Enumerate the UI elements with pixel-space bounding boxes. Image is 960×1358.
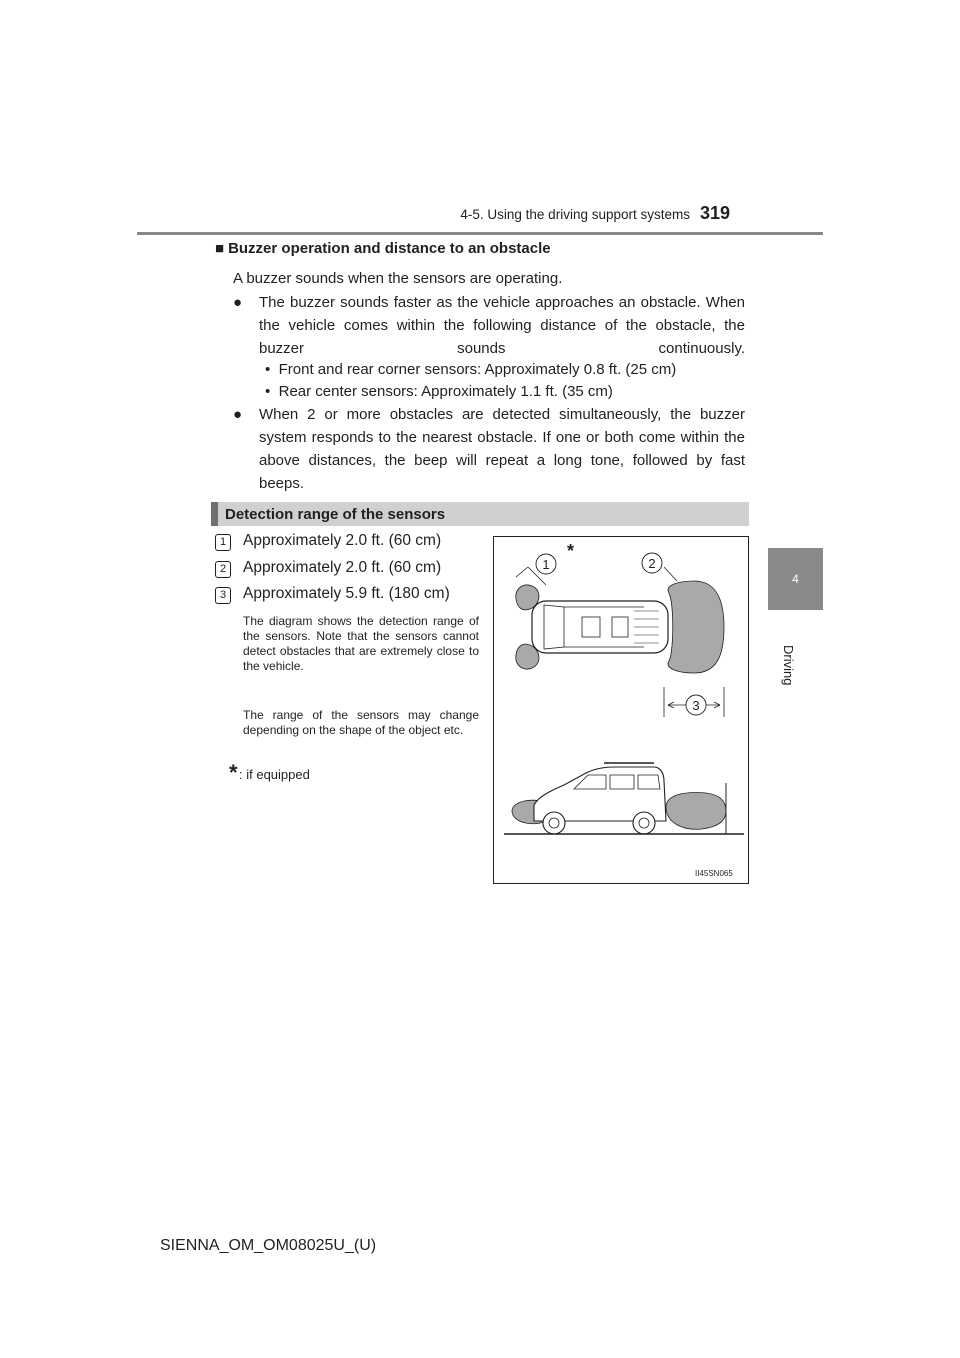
- bullet-text: When 2 or more obstacles are detected simultaneously, the buzzer system responds to the nearest obstacle. If one or both come within the above distances, the beep will repeat a long tone, followed by fast beeps.: [259, 406, 745, 492]
- callout-1-label: 1: [542, 557, 550, 572]
- heading-square-icon: ■: [215, 240, 225, 257]
- buzzer-heading: [215, 240, 551, 257]
- sub-bullet-text: Rear center sensors: Approximately 1.1 ft. (35 cm): [278, 383, 613, 400]
- header-section-title: 4-5. Using the driving support systems: [460, 207, 690, 222]
- sub-bullet-item: [265, 358, 676, 381]
- header-rule: [137, 232, 823, 235]
- sensor-diagram: [494, 537, 748, 883]
- diagram-note: The range of the sensors may change depending on the shape of the object etc.: [243, 708, 479, 737]
- figure-code: II45SN065: [695, 869, 733, 878]
- wheel-front: [543, 812, 565, 834]
- page-number: 319: [700, 203, 731, 223]
- sensor-range-figure: [493, 536, 749, 884]
- diagram-note: The diagram shows the detection range of the sensors. Note that the sensors cannot detect obstacles that are extremely close to the vehicle.: [243, 614, 479, 673]
- sub-bullet-text: Front and rear corner sensors: Approximately 0.8 ft. (25 cm): [278, 361, 677, 378]
- range-number-badge: 2: [215, 561, 231, 578]
- sub-bullet-dot-icon: •: [265, 383, 271, 400]
- bullet-text: The buzzer sounds faster as the vehicle approaches an obstacle. When the vehicle comes within the following distance of the obstacle, the buzzer sounds continuously.: [259, 294, 745, 357]
- equipped-footnote: : if equipped: [239, 767, 310, 782]
- sub-bullet-item: [265, 380, 613, 403]
- detection-heading: Detection range of the sensors: [225, 506, 446, 523]
- buzzer-intro: A buzzer sounds when the sensors are operating.: [233, 270, 563, 287]
- asterisk-icon: *: [229, 760, 238, 785]
- side-detection-zone-rear: [666, 793, 726, 830]
- range-text: Approximately 5.9 ft. (180 cm): [243, 585, 450, 602]
- range-number-badge: 1: [215, 534, 231, 551]
- range-text: Approximately 2.0 ft. (60 cm): [243, 532, 442, 549]
- bullet-dot-icon: ●: [233, 294, 243, 311]
- chapter-tab-label: Driving: [781, 645, 796, 686]
- range-text: Approximately 2.0 ft. (60 cm): [243, 559, 442, 576]
- footer-doc-id: SIENNA_OM_OM08025U_(U): [160, 1237, 377, 1254]
- bullet-dot-icon: ●: [233, 406, 243, 423]
- chapter-tab-number: 4: [792, 572, 799, 586]
- sub-bullet-dot-icon: •: [265, 361, 271, 378]
- callout-3-label: 3: [692, 698, 700, 713]
- callout-2-label: 2: [648, 556, 656, 571]
- buzzer-heading-text: Buzzer operation and distance to an obstacle: [228, 240, 551, 257]
- wheel-rear: [633, 812, 655, 834]
- range-number-badge: 3: [215, 587, 231, 604]
- bullet-item: [233, 403, 745, 518]
- detection-zone-rear: [668, 581, 724, 673]
- figure-asterisk: *: [567, 541, 575, 561]
